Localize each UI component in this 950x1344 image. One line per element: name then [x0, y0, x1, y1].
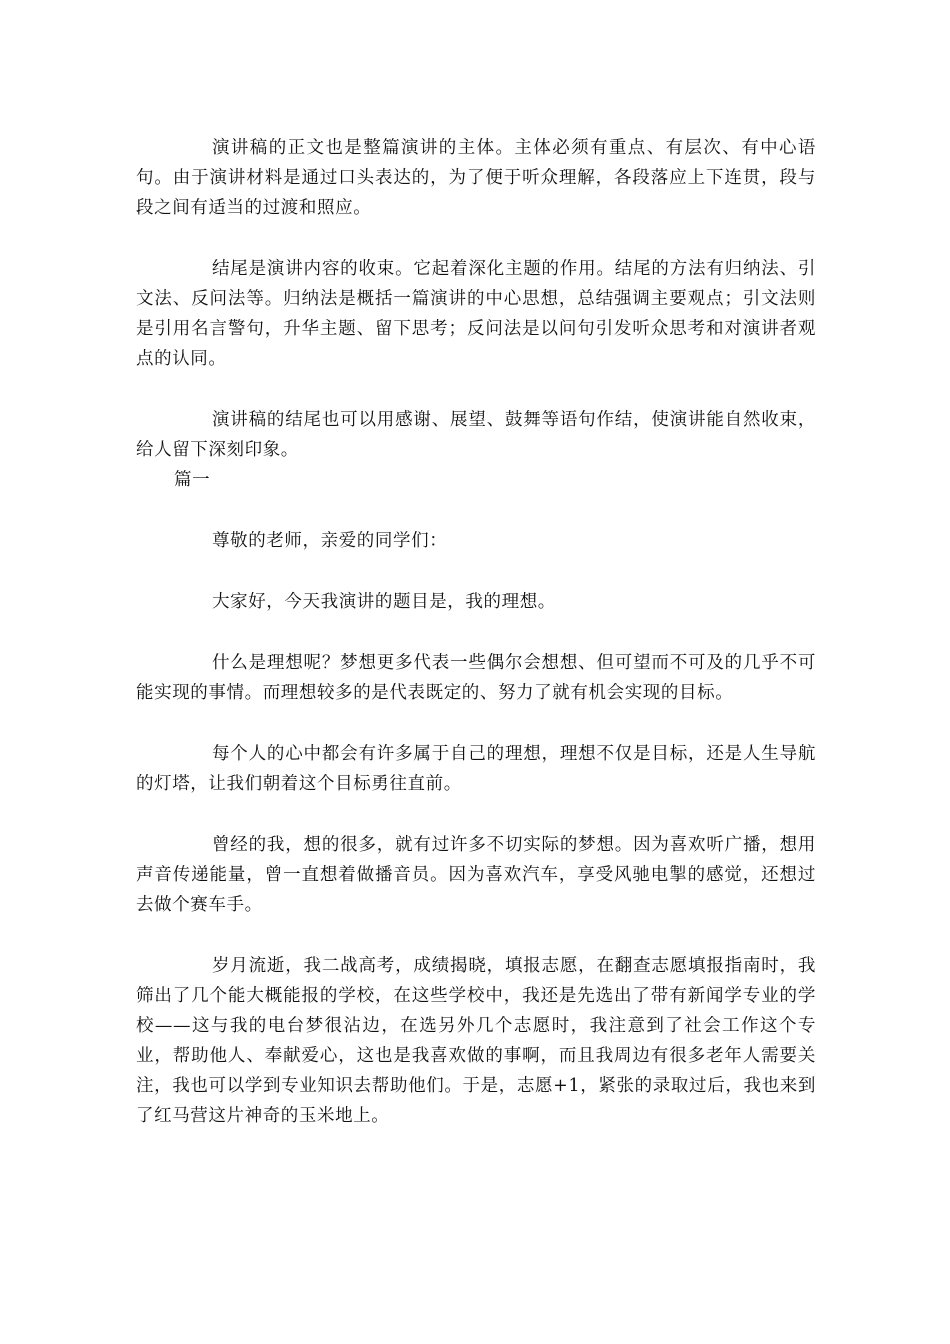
paragraph-ending-phrases: 演讲稿的结尾也可以用感谢、展望、鼓舞等语句作结，使演讲能自然收束，给人留下深刻印象。 — [136, 410, 816, 460]
paragraph-body-intro: 演讲稿的正文也是整篇演讲的主体。主体必须有重点、有层次、有中心语句。由于演讲材料是通过口头表达的，为了便于听众理解，各段落应上下连贯，段与段之间有适当的过渡和照应。 — [136, 138, 816, 218]
paragraph-everyone-ideal: 每个人的心中都会有许多属于自己的理想，理想不仅是目标，还是人生导航的灯塔，让我们朝着这个目标勇往直前。 — [136, 744, 816, 794]
paragraph-college-choice: 岁月流逝，我二战高考，成绩揭晓，填报志愿，在翻查志愿填报指南时，我筛出了几个能大概能报的学校，在这些学校中，我还是先选出了带有新闻学专业的学校——这与我的电台梦很沾边，在选另外几个志愿时，我注意到了社会工作这个专业，帮助他人、奉献爱心，这也是我喜欢做的事啊，而且我周边有很多老年人需要关注，我也可以学到专业知识去帮助他们。于是，志愿+1，紧张的录取过后，我也来到了红马营这片神奇的玉米地上。 — [136, 956, 816, 1126]
document-body — [136, 133, 816, 1131]
paragraph-salutation: 尊敬的老师，亲爱的同学们： — [212, 531, 448, 551]
paragraph-what-is-ideal: 什么是理想呢？梦想更多代表一些偶尔会想想、但可望而不可及的几乎不可能实现的事情。而理想较多的是代表既定的、努力了就有机会实现的目标。 — [136, 653, 816, 703]
paragraph-greeting: 大家好，今天我演讲的题目是，我的理想。 — [212, 592, 556, 612]
paragraph-ending-methods: 结尾是演讲内容的收束。它起着深化主题的作用。结尾的方法有归纳法、引文法、反问法等。归纳法是概括一篇演讲的中心思想，总结强调主要观点；引文法则是引用名言警句，升华主题、留下思考；反问法是以问句引发听众思考和对演讲者观点的认同。 — [136, 259, 816, 369]
section-heading: 篇一 — [174, 470, 211, 490]
paragraph-past-dreams: 曾经的我，想的很多，就有过许多不切实际的梦想。因为喜欢听广播，想用声音传递能量，曾一直想着做播音员。因为喜欢汽车，享受风驰电掣的感觉，还想过去做个赛车手。 — [136, 835, 816, 915]
